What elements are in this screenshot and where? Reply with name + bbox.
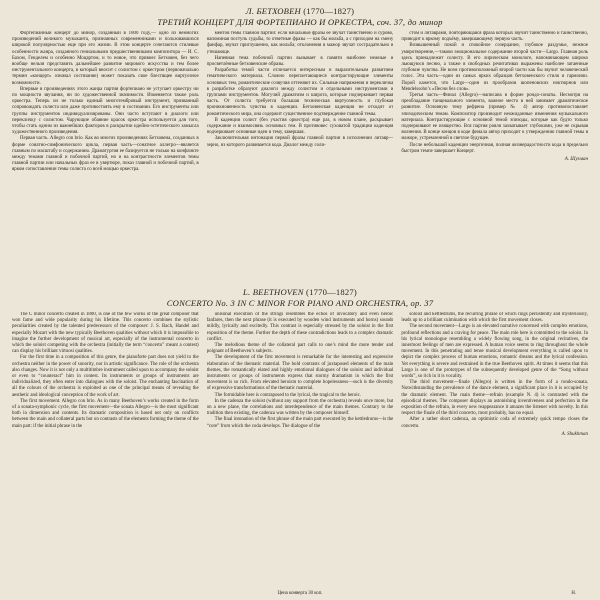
catalog-mark: Н. [571,591,576,596]
sleeve-price: Цена конверта 30 коп. [277,591,323,596]
paragraph: После небольшой каденции энергичная, полная жизнерадостности кода в предельно быстром темпе завершает Концерт. [401,142,589,154]
paragraph: ментов темы главной партии: если начальные фразы ее звучат таинственно и сурово, напоминая поступь судьбы, то ответные фразы — как бы мольба, а с приходом на смену фанфар, звучат приглушенно, как мольба; отклонения в мажор звучат сострадательно и утешающе. [206,31,394,55]
paragraph: The third movement—finale (Allegro) is written in the form of a rondo-sonata. Notwithstanding the prevalence of the dance element, a significant place in it is occupied by the dramatic element. The main theme—refrain (example N. 4) is contrasted with the episodical themes. The composer displays an astonishing inventiveness and perfection in the exposition of the refrain, in every new reappearance it amazes the listener with novelty. In this respect the finale of the third concerto, most probably, has no equal. [401,380,589,417]
ru-columns [12,31,588,281]
paragraph: The final intonation of the first phrase of the main part executed by the kettledrums—is the “core” from which the coda develops. The dialogue of the [206,417,394,429]
english-section [12,287,588,566]
russian-section [12,6,588,281]
en-column-1 [12,312,199,566]
ru-dates: (1770—1827) [303,6,355,16]
paragraph: Третья часть—Финал (Allegro)—написана в форме рондо-сонаты. Несмотря на преобладание танцевального элемента, важное место в ней занимает драматическое развитие. Основную тему рефрена (пример № 4) автор противопоставляет эпизодическим темам. Композитор производит неожиданные изменения музыкального материала. Контрастирующие с основной темой эпизоды, которые как будто только подчеркивают ее изящество. Вся партия рояля захватывает глубокими, уже не скрывая волнения. В конце концов в коде финала автор приходит к утверждению главной темы в мажоре, устремленной в светлое будущее. [401,93,589,142]
ru-column-3-text [401,31,588,155]
ru-column-3 [401,31,588,281]
paragraph: Впервые в произведениях этого жанра партия фортепиано не уступает оркестру ни по мощности звучания, ни по художественной значимости. Изменяется также роль оркестра. Теперь он не только единый многотембровый инструмент, призванный сопровождать солиста или даже противостоять ему в состязании. Его инструменты или группы инструментов индивидуализированы. Они часто вступают в диалоги или перекличку с солистом. Чарующие обаяние красок оркестра используется для того, чтобы стать одним из важнейших факторов в раскрытии идейно-эстетического замысла художественного произведения. [12,86,199,136]
en-signature: A. Shukhman [561,431,589,437]
paragraph: In the cadenza the soloist (without any support from the orchestra) reveals once more, but on a new plane, the correlations and interdependence of the main themes. Contrary to the tradition then existing, the cadenza was written by the composer himself. [206,398,394,417]
paragraph: After a rather short cadenza, an optimistic coda of extremely quick tempo closes the concerto. [401,417,589,429]
en-columns [12,312,588,566]
paragraph: The C minor concerto created in 1800, is one of the few works of the great composer that won fame and wide popularity during his lifetime. This concerto combines the stylistic peculiarities created by the talented predecessors of the composer: J. S. Bach, Handel and especially Mozart with the new typically Beethoven qualities without which it is impossible to imagine the further development of musical art, especially of the instrumental concerto in which the soloist competing with the orchestra (initially the term “concerto” meant a contest) can display his brilliant virtuosi qualities. [12,312,199,355]
en-title: CONCERTO No. 3 IN C MINOR FOR PIANO AND ORCHESTRA, op. 37 [166,298,434,308]
paragraph: For the first time in a composition of this genre, the pianoforte part does not yield to the orchestra neither in the power of sonority, nor in artistic significance. The role of the orchestra also changes. Now it is not only a multitimbre instrument called upon to accompany the soloist or even to “counteract” him in contest. Its instruments or groups of instruments are individualized, they often enter into dialogues with the soloist. The enchanting fascination of all the colours of the orchestra is exploited as one of the principal means of revealing the aesthetic and ideological conception of the work of art. [12,355,199,398]
paragraph: Напевная тема побочной партии вызывает в памяти наиболее нежные и просветлённые бетховенские образы. [206,55,394,68]
paragraph: The formidable here is contraposed to the lyrical, the tragical to the heroic. [214,392,362,398]
ru-column-2 [207,31,394,281]
paragraph: soloist and kettledrums, the recurring phrase of which rings persistently and mysteriously, leads up to a brilliant culmination with which the first movement closes. [401,312,589,324]
en-composer: L. BEETHOVEN [243,287,304,297]
en-column-3-text [401,312,588,430]
paragraph: unisonal execution of the strings resembles the echos of invocatory and even heroic fanfares, then the next phrase (it is executed by wooden wind instruments and horns) sounds mildly, lyrically and excitedly. This contrast is especially stressed by the soloist in the first exposition of the theme. Further the depth of these contradictions leads to a complex dramatic conflict. [206,312,394,342]
ru-header [12,6,588,28]
paragraph: The development of the first movement is remarkable for the interesting and expressive elaboration of the thematic material. The bold contrasts of juxtaposed elements of the main themes, the romantically elated and highly emotional dialogues of the soloist and individual instruments or groups of instruments express that stormy dramatism in which the first movement is so rich. From elevated heroism to complete hopelessness—such is the diversity of expressive transformations of the thematic material. [206,355,394,392]
ru-composer: Л. БЕТХОВЕН [245,6,301,16]
paragraph: The second movement—Largo is an elevated narrative concerned with complex emotions, profound reflections and a craving for peace. The main role here is committed to the soloist. In his lyrical monologue resembling a widely flowing song, in the original recitatives, the innermost feelings of men are expressed. A human voice seems to ring throughout the whole movement. In this penetrating and tense musical development everything is called upon to depict the complex process of human emotions, romantic dreams and the lyrical confession. Yet everything is severe and restrained in the true Beethoven spirit. At times it seems that this Largo is one of the prototypes of the subsequently developed genre of the “Song without words”, so rich in it is vocality. [401,324,589,380]
paragraph: Фортепианный концерт до минор, созданный в 1800 году,— одно из немногих произведений великого музыканта, признанных современниками и пользовавшихся широкой популярностью еще при его жизни. В этом концерте сочетаются стилевые особенности жанра, созданного гениальными предшественниками композитора — И. С. Бахом, Генделем и особенно Моцартом, и то новое, что привнес Бетховен, без чего вообще нельзя представить дальнейшее развитие мирового искусства и тем более инструментального концерта, в который вносит с солистом с оркестром (первоначально термин «концерт» означал состязание) может показать свое блестящее виртуозное возможности. [12,31,199,86]
paragraph: стом и литаврами, повторяющаяся фраза которых звучит таинственно и таинственно, приводит к яркому подъёму, завершающему первую часть. [401,31,589,43]
paragraph: Разработка темой части отличается интересным и выразительным развитием тематического материала. Сложно переплетающиеся контрастирующие элементы основных тем, романтические созвучия оттеняют их. Сильные напряжения и перекличка в разработке образуют диалоги между солистом и отдельными инструментами и группами инструментов. Могучий драматизм и широта, которые подчеркивает первая часть. От солиста требуется большая техническая виртуозность и глубокая проникновенность чувства в каденции. Бетховенская каденция не отходит от романтического мира, она содержит существенное подтверждение главной темы. [206,68,394,117]
ru-title: ТРЕТИЙ КОНЦЕРТ ДЛЯ ФОРТЕПИАНО И ОРКЕСТРА, соч. 37, до минор [157,17,443,27]
paragraph: The melodious theme of the collateral part calls to one’s mind the more tender and poignant of Beethoven’s subjects. [206,343,394,355]
en-column-3 [401,312,588,566]
paragraph: В каденции солист (без участия оркестра) еще раз, в новом плане, раскрывает содержание и взаимосвязь основных тем. В противовес суховатой традиции каденция подчеркивает основные идеи и тему, завершая. [206,117,394,136]
ru-signature: А. Шухман [564,157,589,163]
en-dates: (1770—1827) [306,287,357,297]
ru-column-1 [12,31,199,281]
paragraph: The first movement. Allegro con brio. As in many Beethoven’s works created in the form of a sonata-symphonic cycle, the first movement—the sonata Allegro—is the most significant both in dimension and contents. Its dramatic composition is based not only on conflicts between the main and collateral parts but on contrasts of the elements forming the theme of the main part: if the initial phrase in the [12,398,199,429]
en-header [12,287,588,309]
en-column-2 [207,312,394,566]
paragraph: Первая часть. Allegro con brio. Как во многих произведениях Бетховена, созданных в форме сонатно-симфонического цикла, первая часть—сонатное аллегро—является главным по масштабу и содержанию. Драматургия ее базируется не только на конфликте между темами главной и побочной партий, но и на контрастности элементов темы главной партии или начальных фраз ее в увертюре, показ главной и побочной партий, в ярком сопоставлении темы солиста со всей мощью оркестра. [12,136,199,173]
paragraph: Возвышенный покой и спокойное созерцание, глубокое раздумье, нежное умиротворение,—таково эмоциональное содержание второй части—Largo. Главная роль здесь принадлежит солисту. В его лирическом монологе, напоминающем широко льющуюся песню, а также в свободных речитативах выражены наиболее затаенные глубокие чувства. Не всем противоположный второй части как бы звучит человеческий голос. Эта часть—один из самых ярких образцов бетховенского стиля и гармонии. Порой кажется, что Largo—один из прообразов шопеновских ноктюрнов или Mendelssohn’s «Песни без слов». [401,43,589,92]
paragraph: Заключительная интонация первой фразы главной партии в исполнении литавр—зерно, из которого развивается кода. Диалог между соли- [206,136,394,148]
